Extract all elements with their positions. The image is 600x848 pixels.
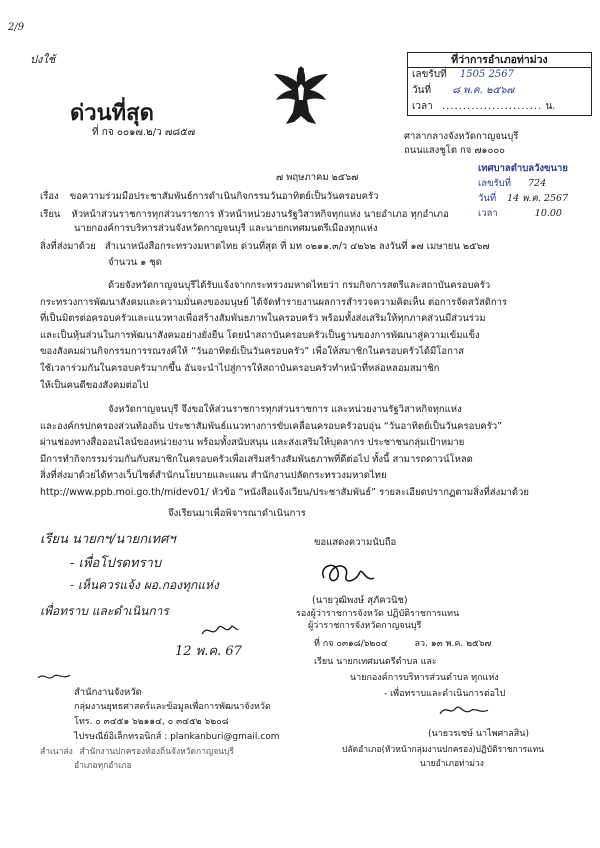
stamp-rec-row [412, 66, 514, 83]
enclosure-text: สำเนาหนังสือกระทรวงมหาดไทย ด่วนที่สุด ที่ มท ๐๒๑๑.๓/ว ๔๒๖๒ ลงวันที่ ๑๗ เมษายน ๒๕๖๗ [104, 241, 490, 252]
footer-tel: โทร. ๐ ๓๔๕๑ ๖๒๑๑๔, ๐ ๓๔๕๒ ๖๒๐๘ [74, 717, 229, 727]
p2-line: และองค์กรปกครองส่วนท้องถิ่น ประชาสัมพันธ์แนวทางการขับเคลื่อนครอบครัวอบอุ่น “วันอาทิตย์เป็นวันครอบครัว” [40, 420, 503, 432]
handwritten-line-4: เพื่อทราบ และดำเนินการ [40, 604, 169, 618]
p1-line: ของสังคมผ่านกิจกรรมการรณรงค์ให้ “วันอาทิตย์เป็นวันครอบครัว” เพื่อให้สมาชิกในครอบครัวได้มีโอกาส [40, 346, 464, 358]
footer-office: สำนักงานจังหวัด [74, 687, 142, 698]
closing-line: จึงเรียนมาเพื่อพิจารณาดำเนินการ [168, 508, 306, 519]
enclosure-qty: จำนวน ๑ ชุด [108, 257, 162, 268]
footer-cc [40, 746, 234, 759]
p1-line: และเป็นหุ้นส่วนในการพัฒนาสังคมอย่างยั่งยืน โดยนำสถาบันครอบครัวเป็นฐานของการพัฒนาสู่ความเข้มแข็ง [40, 329, 480, 341]
p1-line: ให้เป็นคนดีของสังคมต่อไป [40, 379, 149, 391]
handwritten-date: 12 พ.ค. 67 [175, 644, 242, 659]
forward-to-2: นายกองค์การบริหารส่วนตำบล ทุกแห่ง [350, 673, 499, 683]
tambon-date-value: 14 พ.ค. 2567 [507, 193, 569, 204]
forward-signer-name: (นายวรเชษ์ นาไพศาลสิน) [428, 729, 529, 739]
tambon-date-label: วันที่ [478, 193, 497, 204]
stamp-date-value: ๘ พ.ค. ๒๕๖๗ [452, 85, 514, 96]
p2-line: ผ่านช่องทางสื่อออนไลน์ของหน่วยงาน พร้อมทั้งสนับสนุน และส่งเสริมให้บุคลากร ประชาชนกลุ่มเป้าหมาย [40, 437, 465, 449]
to-line2: นายกองค์การบริหารส่วนจังหวัดกาญจนบุรี และนายกเทศมนตรีเมืองทุกแห่ง [74, 223, 378, 234]
forward-doc-row [314, 638, 491, 651]
issuer-address: ถนนแสงชูโต กจ ๗๑๐๐๐ [404, 145, 505, 156]
garuda-emblem-icon [268, 60, 334, 130]
p2-line: มีการทำกิจกรรมร่วมกันกับสมาชิกในครอบครัวเพื่อเสริมสร้างสัมพันธภาพที่ดีต่อไป ทั้งนี้ สามารถดาวน์โหลด [40, 453, 473, 465]
footer-cc-text: สำนักงานปกครองท้องถิ่นจังหวัดกาญจนบุรี [79, 747, 234, 757]
stamp-date-label: วันที่ [412, 85, 432, 96]
p1-line: ที่เป็นมิตรต่อครอบครัวและแนวทางเพื่อสร้างสัมพันธภาพในครอบครัว พร้อมทั้งส่งเสริมให้ทุกภาคส่วนมีส่วนร่วม [40, 313, 486, 325]
subject-text: ขอความร่วมมือประชาสัมพันธ์การดำเนินกิจกรรมวันอาทิตย์เป็นวันครอบครัว [69, 191, 379, 202]
stamp-title: ที่ว่าการอำเภอท่าม่วง [408, 53, 591, 68]
p2-line: จังหวัดกาญจนบุรี จึงขอให้ส่วนราชการทุกส่วนราชการ และหน่วยงานรัฐวิสาหกิจทุกแห่ง [108, 404, 462, 415]
enclosure-label: สิ่งที่ส่งมาด้วย [40, 241, 96, 252]
p1-line: ด้วยจังหวัดกาญจนบุรีได้รับแจ้งจากกระทรวงมหาดไทยว่า กรมกิจการสตรีและสถาบันครอบครัว [108, 280, 491, 291]
enclosure-row [40, 240, 490, 253]
footer-cc-label: สำเนาส่ง [40, 747, 73, 757]
signer-position-1: รองผู้ว่าราชการจังหวัด ปฏิบัติราชการแทน [296, 609, 460, 619]
p2-line: http://www.ppb.moi.go.th/midev01/ หัวข้อ “หนังสือแจ้งเวียน/ประชาสัมพันธ์” รายละเอียดปรากฏตามสิ่งที่ส่งมาด้วย [40, 486, 529, 498]
to-line1: หัวหน้าส่วนราชการทุกส่วนราชการ หัวหน้าหน่วยงานรัฐวิสาหกิจทุกแห่ง นายอำเภอ ทุกอำเภอ [71, 209, 449, 220]
tambon-stamp-rec [478, 176, 546, 191]
to-label: เรียน [40, 209, 61, 220]
forward-doc-no: ที่ กจ ๐๓๑๘/๖๒๐๔ [314, 639, 388, 649]
stamp-date-row [412, 82, 514, 99]
footer-dept: กลุ่มงานยุทธศาสตร์และข้อมูลเพื่อการพัฒนาจังหวัด [74, 702, 271, 712]
footer-scribble-icon [36, 670, 72, 684]
handwritten-signature-icon [200, 620, 240, 640]
body-paragraph-1 [40, 278, 568, 394]
corner-note: ปงใช้ [30, 53, 56, 66]
tambon-stamp-date [478, 191, 568, 206]
handwritten-line-2: - เพื่อโปรดทราบ [70, 556, 162, 571]
signer-position-2: ผู้ว่าราชการจังหวัดกาญจนบุรี [308, 621, 422, 631]
tambon-stamp-title: เทศบาลตำบลวังขนาย [478, 163, 568, 174]
subject-label: เรื่อง [40, 191, 59, 202]
p1-line: ใช้เวลาร่วมกันในครอบครัวมากขึ้น อันจะนำไปสู่การให้สถาบันครอบครัวทำหน้าที่หล่อหลอมสมาชิก [40, 362, 440, 374]
document-number: ที่ กจ ๐๐๑๗.๒/ว ๗๘๕๗ [92, 127, 196, 138]
stamp-time-suffix: น. [545, 101, 556, 112]
stamp-rec-label: เลขรับที่ [412, 69, 447, 80]
footer-email: ไปรษณีย์อิเล็กทรอนิกส์ : plankanburi@gmail.com [74, 732, 280, 742]
tambon-rec-label: เลขรับที่ [478, 178, 511, 189]
forward-signer-pos-1: ปลัดอำเภอ(หัวหน้ากลุ่มงานปกครอง)ปฏิบัติราชการแทน [342, 745, 545, 755]
tambon-stamp-time [478, 206, 562, 221]
p1-line: กระทรวงการพัฒนาสังคมและความมั่นคงของมนุษย์ ได้จัดทำรายงานผลการสำรวจความคิดเห็น ต่อการจัดสวัสดิการ [40, 296, 508, 308]
issuer-name: ศาลากลางจังหวัดกาญจนบุรี [404, 131, 519, 142]
officer-signature-icon [436, 702, 492, 720]
letter-date: ๗ พฤษภาคม ๒๕๖๗ [276, 172, 359, 183]
handwritten-line-1: เรียน นายกฯ/นายกเทศฯ [40, 532, 176, 547]
tambon-rec-value: 724 [528, 178, 547, 189]
forward-date: ลว. ๑๓ พ.ค. ๒๕๖๗ [414, 639, 492, 649]
body-paragraph-2 [40, 402, 568, 502]
tambon-time-label: เวลา [478, 208, 498, 219]
to-row [40, 208, 449, 221]
forward-purpose: - เพื่อทราบและดำเนินการต่อไป [384, 689, 506, 699]
stamp-time-row: เวลา ........................ น. [412, 101, 556, 112]
corner-mark: 2/9 [8, 22, 25, 33]
stamp-time-label: เวลา [412, 101, 433, 112]
urgency-label: ด่วนที่สุด [70, 101, 154, 126]
signer-name: (นายวุฒิพงษ์ สุภัควนิช) [312, 595, 408, 606]
forward-to: เรียน นายกเทศมนตรีตำบล และ [314, 657, 437, 667]
forward-signer-pos-2: นายอำเภอท่าม่วง [420, 759, 484, 769]
respect-line: ขอแสดงความนับถือ [314, 537, 397, 548]
subject-row [40, 190, 378, 203]
p2-line: สิ่งที่ส่งมาด้วยได้ทางเว็บไซต์สำนักนโยบายและแผน สำนักงานปลัดกระทรวงมหาดไทย [40, 470, 387, 482]
tambon-time-value: 10.00 [534, 208, 562, 219]
stamp-rec-value: 1505 2567 [459, 69, 514, 80]
governor-signature-icon [316, 558, 380, 590]
footer-cc-2: อำเภอทุกอำเภอ [74, 761, 132, 771]
handwritten-line-3: - เห็นควรแจ้ง ผอ.กองทุกแห่ง [70, 578, 219, 592]
